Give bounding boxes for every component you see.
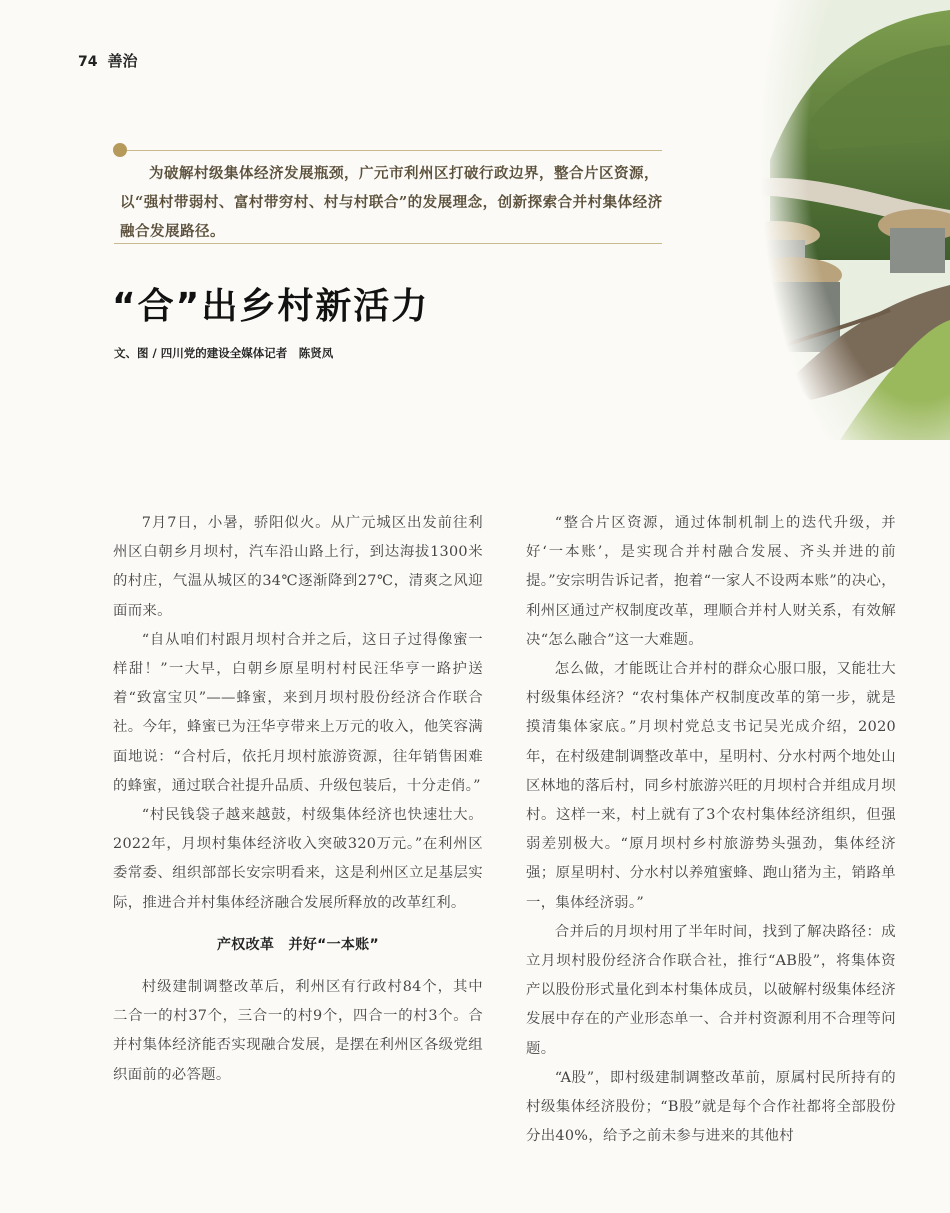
- village-photo: [750, 0, 950, 440]
- article-title: “合”出乡村新活力: [112, 286, 430, 327]
- paragraph: “自从咱们村跟月坝村合并之后，这日子过得像蜜一样甜！”一大早，白朝乡原星明村村民汪华亨一路护送着“致富宝贝”——蜂蜜，来到月坝村股份经济合作联合社。今年，蜂蜜已为汪华亨带来上万元的收入，他笑容满面地说：“合村后，依托月坝村旅游资源，往年销售困难的蜂蜜，通过联合社提升品质、升级包装后，十分走俏。”: [113, 631, 483, 794]
- section-subheading: 产权改革 并好“一本账”: [216, 936, 379, 953]
- lead-divider-top: [127, 150, 662, 151]
- lead-divider-bottom: [114, 243, 662, 244]
- paragraph: 怎么做，才能既让合并村的群众心服口服，又能壮大村级集体经济？“农村集体产权制度改革的第一步，就是摸清集体家底。”月坝村党总支书记吴光成介绍，2020年，在村级建制调整改革中，星明村、分水村两个地处山区林地的落后村，同乡村旅游兴旺的月坝村合并组成月坝村。这样一来，村上就有了3个农村集体经济组织，但强弱差别极大。“原月坝村乡村旅游势头强劲，集体经济强；原星明村、分水村以养殖蜜蜂、跑山猪为主，销路单一，集体经济弱。”: [526, 661, 896, 911]
- lead-bullet-icon: [113, 143, 127, 157]
- section-name: 善治: [107, 52, 138, 70]
- page-number: 74: [78, 54, 98, 70]
- paragraph: 村级建制调整改革后，利州区有行政村84个，其中二合一的村37个，三合一的村9个，四合一的村3个。合并村集体经济能否实现融合发展，是摆在利州区各级党组织面前的必答题。: [113, 979, 483, 1083]
- paragraph: “A股”，即村级建制调整改革前，原属村民所持有的村级集体经济股份；“B股”就是每个合作社都将全部股份分出40%，给予之前未参与进来的其他村: [526, 1069, 896, 1145]
- article-byline: 文、图 / 四川党的建设全媒体记者 陈贤凤: [114, 346, 334, 360]
- page-header: [78, 50, 138, 74]
- right-column: [526, 509, 896, 1151]
- paragraph: “村民钱袋子越来越鼓，村级集体经济也快速壮大。2022年，月坝村集体经济收入突破320万元。”在利州区委常委、组织部部长安宗明看来，这是利州区立足基层实际，推进合并村集体经济融合发展所释放的改革红利。: [113, 807, 483, 911]
- left-column: [113, 509, 483, 1090]
- lead-paragraph: 为破解村级集体经济发展瓶颈，广元市利州区打破行政边界，整合片区资源，以“强村带弱村、富村带穷村、村与村联合”的发展理念，创新探索合并村集体经济融合发展路径。: [120, 165, 663, 240]
- paragraph: 合并后的月坝村用了半年时间，找到了解决路径：成立月坝村股份经济合作联合社，推行“AB股”，将集体资产以股份形式量化到本村集体成员，以破解村级集体经济发展中存在的产业形态单一、合并村资源利用不合理等问题。: [526, 923, 896, 1057]
- paragraph: 7月7日，小暑，骄阳似火。从广元城区出发前往利州区白朝乡月坝村，汽车沿山路上行，到达海拔1300米的村庄，气温从城区的34℃逐渐降到27℃，清爽之风迎面而来。: [113, 515, 483, 619]
- paragraph: “整合片区资源，通过体制机制上的迭代升级，并好‘一本账’，是实现合并村融合发展、齐头并进的前提。”安宗明告诉记者，抱着“一家人不设两本账”的决心，利州区通过产权制度改革，理顺合并村人财关系，有效解决“怎么融合”这一大难题。: [526, 515, 896, 648]
